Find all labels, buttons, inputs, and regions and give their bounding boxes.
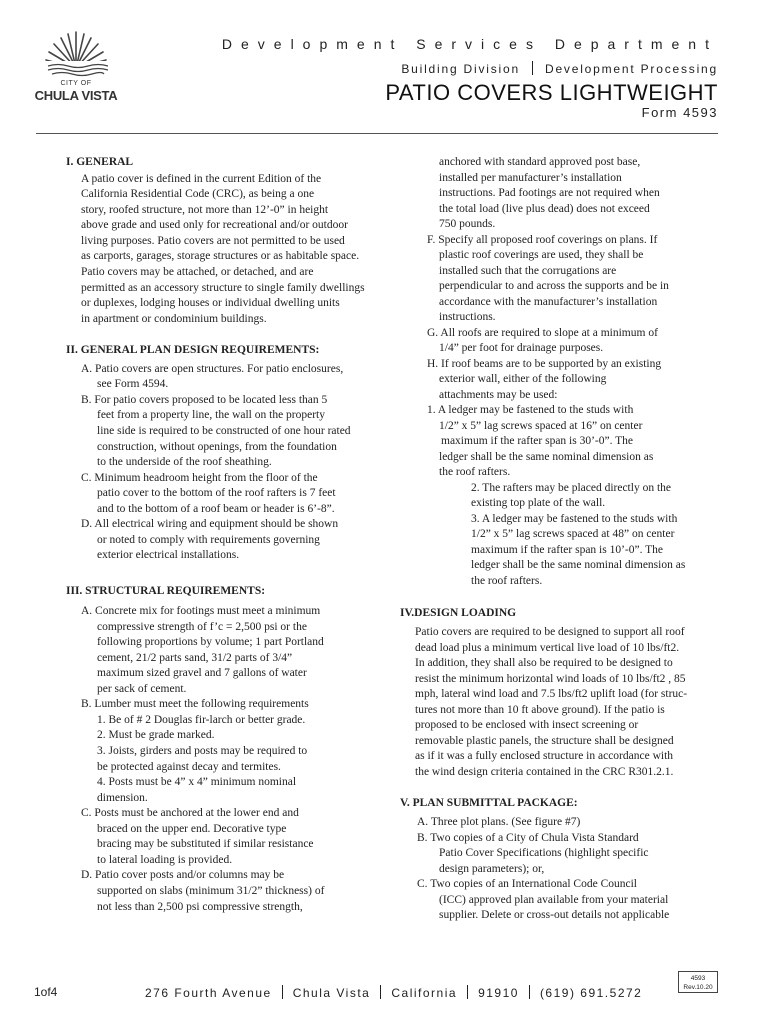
footer-street: 276 Fourth Avenue	[145, 986, 272, 1000]
text-line: following proportions by volume; 1 part Portland	[97, 636, 324, 648]
footer-city: Chula Vista	[292, 986, 371, 1000]
text-line: design parameters); or,	[439, 863, 545, 875]
text-line: A. Concrete mix for footings must meet a minimum	[81, 605, 321, 617]
text-line: the wind design criteria contained in the CRC R301.2.1.	[415, 766, 674, 778]
text-line: Patio covers are required to be designed to support all roof	[415, 626, 685, 638]
text-line: removable plastic panels, the structure shall be designed	[415, 735, 674, 747]
text-line: instructions.	[439, 311, 496, 323]
text-line: anchored with standard approved post base,	[439, 156, 641, 168]
text-line: exterior wall, either of the following	[439, 373, 607, 385]
text-line: the roof rafters.	[471, 575, 543, 587]
header-divider	[36, 133, 718, 134]
text-line: C. Two copies of an International Code Council	[417, 878, 637, 890]
text-line: ledger shall be the same nominal dimension as	[439, 451, 654, 463]
text-line: dead load plus a minimum vertical live load of 10 lbs/ft2.	[415, 642, 680, 654]
text-line: maximum sized gravel and 7 gallons of water	[97, 667, 307, 679]
section-heading: III. STRUCTURAL REQUIREMENTS:	[66, 585, 266, 597]
text-line: per sack of cement.	[97, 683, 187, 695]
text-line: exterior electrical installations.	[97, 549, 240, 561]
section-heading: IV.DESIGN LOADING	[400, 607, 517, 619]
form-ref: 4593	[690, 975, 706, 982]
text-line: living purposes. Patio covers are not permitted to be used	[81, 235, 345, 247]
section-heading: I. GENERAL	[66, 156, 134, 168]
text-line: line side is required to be constructed of one hour rated	[97, 425, 351, 437]
text-line: maximum if the rafter span is 30’-0”. The	[441, 435, 634, 447]
divider	[467, 985, 468, 999]
text-line: in apartment or condominium buildings.	[81, 313, 267, 325]
text-line: or duplexes, lodging houses or individual dwelling units	[81, 297, 340, 309]
division-line	[401, 61, 718, 76]
text-line: dimension.	[97, 792, 148, 804]
text-line: G. All roofs are required to slope at a minimum of	[427, 327, 658, 339]
text-line: 750 pounds.	[439, 218, 496, 230]
text-line: In addition, they shall also be required to be designed to	[415, 657, 673, 669]
text-line: maximum if the rafter span is 10’-0”. The	[471, 544, 664, 556]
divider	[282, 985, 283, 999]
text-line: 2. The rafters may be placed directly on the	[471, 482, 671, 494]
text-line: B. Two copies of a City of Chula Vista Standard	[417, 832, 639, 844]
text-line: A. Patio covers are open structures. For patio enclosures,	[81, 363, 344, 375]
revision-label: Rev.10.20	[683, 984, 713, 991]
text-line: C. Minimum headroom height from the floor of the	[81, 472, 318, 484]
divider	[529, 985, 530, 999]
section-heading: II. GENERAL PLAN DESIGN REQUIREMENTS:	[66, 344, 320, 356]
text-line: tures not more than 10 ft above ground). If the patio is	[415, 704, 665, 716]
text-line: 3. Joists, girders and posts may be required to	[97, 745, 308, 757]
text-line: to lateral loading is provided.	[97, 854, 233, 866]
text-line: or noted to comply with requirements governing	[97, 534, 320, 546]
divider	[532, 61, 533, 75]
text-line: mph, lateral wind load and 7.5 lbs/ft2 uplift load (for struc-	[415, 688, 688, 700]
text-line: construction, without openings, from the foundation	[97, 441, 337, 453]
text-line: compressive strength of f’c = 2,500 psi or the	[97, 621, 307, 633]
text-line: 2. Must be grade marked.	[97, 729, 215, 741]
text-line: and to the bottom of a roof beam or header is 6’-8”.	[97, 503, 335, 515]
text-line: California Residential Code (CRC), as being a one	[81, 188, 315, 200]
text-line: see Form 4594.	[97, 378, 169, 390]
text-line: as if it was a fully enclosed structure in accordance with	[415, 750, 674, 762]
text-line: ledger shall be the same nominal dimension as	[471, 559, 686, 571]
text-line: accordance with the manufacturer’s installation	[439, 296, 658, 308]
text-line: existing top plate of the wall.	[471, 497, 606, 509]
text-line: braced on the upper end. Decorative type	[97, 823, 287, 835]
footer-zip: 91910	[478, 986, 519, 1000]
text-line: above grade and used only for recreational and/or outdoor	[81, 219, 348, 231]
text-line: 1. Be of # 2 Douglas fir-larch or better grade.	[97, 714, 306, 726]
text-line: A patio cover is defined in the current Edition of the	[81, 173, 322, 185]
department-heading: Development Services Department	[221, 36, 718, 52]
text-line: attachments may be used:	[439, 389, 558, 401]
section-heading: V. PLAN SUBMITTAL PACKAGE:	[400, 797, 578, 809]
text-line: be protected against decay and termites.	[97, 761, 281, 773]
text-line: installed per manufacturer’s installation	[439, 172, 622, 184]
text-line: bracing may be substituted if similar resistance	[97, 838, 314, 850]
text-line: 3. A ledger may be fastened to the studs with	[471, 513, 678, 525]
text-line: H. If roof beams are to be supported by an existing	[427, 358, 662, 370]
text-line: cement, 21/2 parts sand, 31/2 parts of 3/4”	[97, 652, 293, 664]
revision-box	[678, 971, 718, 993]
text-line: Patio covers may be attached, or detached, and are	[81, 266, 314, 278]
text-line: story, roofed structure, not more than 12’-0” in height	[81, 204, 329, 216]
text-line: 4. Posts must be 4” x 4” minimum nominal	[97, 776, 297, 788]
text-line: plastic roof coverings are used, they shall be	[439, 249, 644, 261]
division-right: Development Processing	[544, 62, 718, 76]
text-line: patio cover to the bottom of the roof rafters is 7 feet	[97, 487, 336, 499]
page-title: PATIO COVERS LIGHTWEIGHT	[385, 80, 718, 105]
text-line: permitted as an accessory structure to single family dwellings	[81, 282, 365, 294]
text-line: 1/4” per foot for drainage purposes.	[439, 342, 604, 354]
text-line: C. Posts must be anchored at the lower end and	[81, 807, 299, 819]
text-line: A. Three plot plans. (See figure #7)	[417, 816, 581, 828]
footer-state: California	[391, 986, 458, 1000]
logo-city-name: CHULA VISTA	[34, 88, 118, 103]
text-line: supported on slabs (minimum 31/2” thickness) of	[97, 885, 325, 897]
division-left: Building Division	[401, 62, 520, 76]
page-number: 1of4	[34, 985, 58, 999]
text-line: as carports, garages, storage structures or as habitable space.	[81, 250, 360, 262]
form-number: Form 4593	[641, 105, 718, 120]
text-line: perpendicular to and across the supports and be in	[439, 280, 669, 292]
text-line: 1/2” x 5” lag screws spaced at 16” on center	[439, 420, 643, 432]
text-line: supplier. Delete or cross-out details not applicable	[439, 909, 670, 921]
text-line: D. Patio cover posts and/or columns may be	[81, 869, 285, 881]
text-line: F. Specify all proposed roof coverings on plans. If	[427, 234, 658, 246]
text-line: feet from a property line, the wall on the property	[97, 409, 326, 421]
text-line: (ICC) approved plan available from your material	[439, 894, 669, 906]
text-line: B. For patio covers proposed to be located less than 5	[81, 394, 328, 406]
text-line: proposed to be enclosed with insect screening or	[415, 719, 639, 731]
text-line: 1. A ledger may be fastened to the studs with	[427, 404, 634, 416]
text-line: Patio Cover Specifications (highlight specific	[439, 847, 649, 859]
city-logo	[34, 28, 118, 102]
text-line: installed such that the corrugations are	[439, 265, 617, 277]
logo-city-label: CITY OF	[60, 80, 92, 87]
text-line: instructions. Pad footings are not required when	[439, 187, 660, 199]
text-line: the total load (live plus dead) does not exceed	[439, 203, 650, 215]
text-line: resist the minimum horizontal wind loads of 10 lbs/ft2 , 85	[415, 673, 686, 685]
text-line: B. Lumber must meet the following requirements	[81, 698, 309, 710]
text-line: D. All electrical wiring and equipment should be shown	[81, 518, 339, 530]
text-line: to the underside of the roof sheathing.	[97, 456, 272, 468]
footer-phone: (619) 691.5272	[539, 986, 643, 1000]
text-line: 1/2” x 5” lag screws spaced at 48” on center	[471, 528, 675, 540]
text-line: not less than 2,500 psi compressive strength,	[97, 901, 303, 913]
divider	[380, 985, 381, 999]
sun-rays-icon	[34, 28, 118, 80]
footer-address	[145, 985, 642, 1000]
text-line: the roof rafters.	[439, 466, 511, 478]
